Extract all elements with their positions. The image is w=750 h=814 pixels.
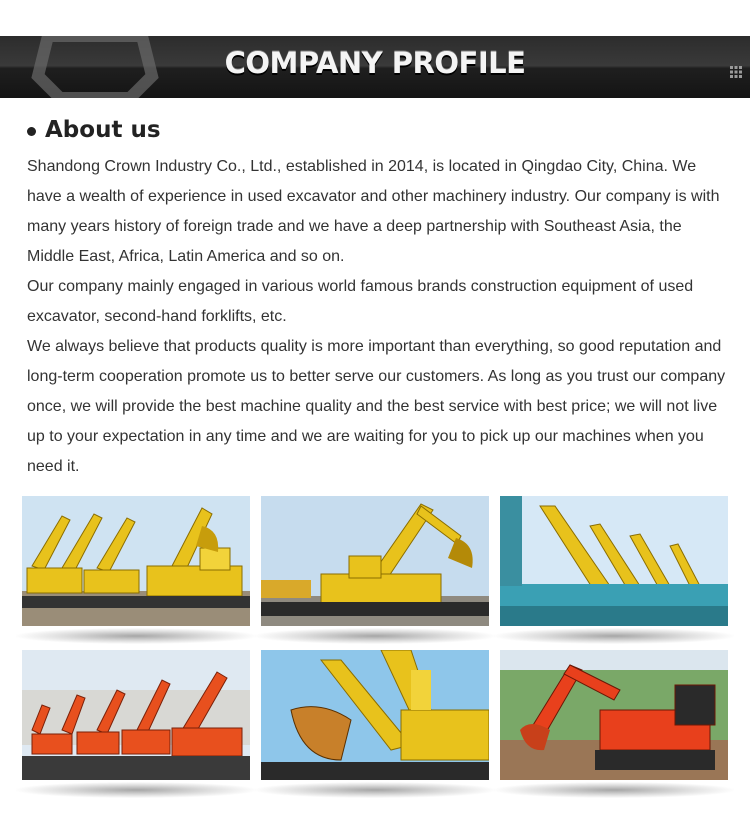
excavator-photo	[261, 496, 489, 626]
photo-reflection	[255, 782, 495, 798]
about-paragraph: Shandong Crown Industry Co., Ltd., established in 2014, is located in Qingdao City, China. We have a wealth of experience in used excavator and other machinery industry. Our company is with many years history of foreign trade and we have a deep partnership with Southeast Asia, the Middle East, Africa, Latin America and so on.	[27, 158, 720, 265]
photo-reflection	[16, 782, 256, 798]
photo-reflection	[255, 628, 495, 644]
bullet-icon	[27, 127, 36, 136]
excavator-photo	[261, 650, 489, 780]
about-heading	[27, 117, 161, 143]
about-heading-text: About us	[45, 117, 161, 143]
photo-reflection	[16, 628, 256, 644]
excavator-photo	[22, 650, 250, 780]
about-paragraph: We always believe that products quality is more important than everything, so good reputation and long-term cooperation promote us to better serve our customers. As long as you trust our company once, we will provide the best machine quality and the best service with best price; we will not live up to your expectation in any time and we are waiting for you to pick up our machines when you need it.	[27, 338, 726, 475]
grid-icon	[730, 66, 742, 78]
photo-reflection	[494, 782, 734, 798]
profile-banner	[0, 36, 750, 98]
excavator-photo	[500, 496, 728, 626]
about-paragraph: Our company mainly engaged in various world famous brands construction equipment of used excavator, second-hand forklifts, etc.	[27, 278, 694, 325]
photo-reflection	[494, 628, 734, 644]
about-body	[27, 152, 732, 482]
excavator-photo	[22, 496, 250, 626]
banner-title: COMPANY PROFILE	[224, 46, 526, 80]
excavator-photo	[500, 650, 728, 780]
